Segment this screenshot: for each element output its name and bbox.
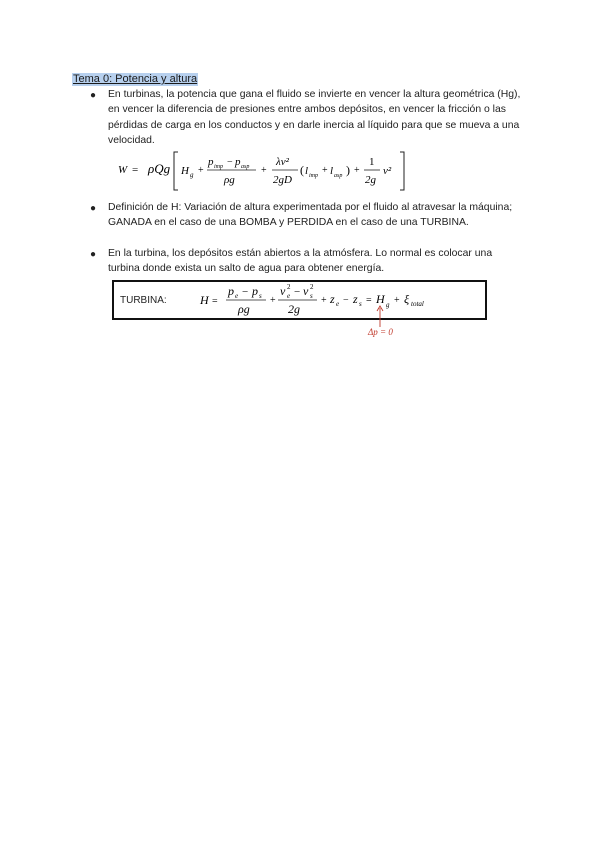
eq1-w: W — [118, 164, 128, 176]
eq1-right-bracket — [400, 152, 404, 190]
eq1-v2: v² — [383, 165, 392, 177]
eq2-h: H — [200, 293, 209, 307]
eq1-hg-sub: g — [190, 171, 194, 179]
eq2-plus-2: + — [321, 295, 327, 306]
eq1-plus-1: + — [198, 165, 204, 176]
eq2-ve: v — [280, 284, 286, 298]
eq2-ve-sub: e — [287, 292, 291, 300]
eq1-plus-2: + — [261, 165, 267, 176]
eq2-ve-sq: 2 — [287, 283, 291, 291]
turbine-label: TURBINA: — [120, 295, 167, 306]
eq1-minus: − — [227, 157, 233, 168]
eq2-plus-1: + — [270, 295, 276, 306]
eq2-minus-2: − — [294, 286, 301, 298]
eq2-pe: p — [228, 284, 234, 298]
eq2-zs: z — [353, 292, 358, 306]
eq1-p-asp: p — [235, 156, 241, 168]
eq1-hg: H — [181, 165, 189, 177]
section-title: Tema 0: Potencia y altura — [73, 73, 198, 85]
eq2-eq-2: = — [366, 295, 372, 306]
turbine-equation-box — [112, 280, 487, 320]
bullet-text-1: En turbinas, la potencia que gana el fluido se invierte en vencer la altura geométrica (Hg), en vencer la diferencia de presiones entre ambos depósitos, en vencer la fricción o las pérdidas de carga en los conductos y en darle inercia al líquido para que se mueva a una velocidad. — [108, 89, 521, 146]
bullet-text-2: Definición de H: Variación de altura experimentada por el fluido al atravesar la máquina; GANADA en el caso de una BOMBA y PERDIDA en el caso de una TURBINA. — [108, 202, 513, 229]
eq2-den2: 2g — [288, 302, 300, 316]
eq2-ps: p — [252, 284, 258, 298]
eq2-pe-sub: e — [235, 292, 239, 300]
eq1-lambda: λv² — [276, 156, 289, 168]
pressure-note: Δp = 0 — [368, 327, 393, 337]
eq2-vs: v — [303, 284, 309, 298]
eq1-den3: 2g — [365, 174, 376, 186]
eq2-vs-sub: s — [310, 292, 313, 300]
bullet-text-3: En la turbina, los depósitos están abiertos a la atmósfera. Lo normal es colocar una turbina donde exista un salto de agua para obtener energía. — [108, 248, 493, 275]
bullet-marker: ● — [90, 249, 97, 260]
eq1-den2: 2gD — [273, 174, 292, 186]
eq2-ze-sub: e — [336, 300, 340, 308]
eq1-left-bracket — [174, 152, 178, 190]
eq1-plus-3: + — [322, 165, 328, 176]
eq2-zs-sub: s — [359, 300, 362, 308]
bullet-marker: ● — [90, 90, 97, 101]
eq2-xi: ξ — [404, 292, 410, 306]
eq1-p-imp: p — [208, 156, 214, 168]
power-equation — [118, 148, 408, 194]
eq2-den1: ρg — [238, 302, 250, 316]
eq1-one: 1 — [369, 156, 375, 168]
eq1-plus-4: + — [354, 165, 360, 176]
eq2-ze: z — [330, 292, 335, 306]
eq1-lasp-sub: asp — [334, 173, 343, 179]
eq1-p-asp-sub: asp — [241, 164, 250, 170]
eq1-den1: ρg — [224, 174, 235, 186]
bullet-marker: ● — [90, 203, 97, 214]
eq1-equals: = — [132, 164, 139, 176]
eq1-rparen: ) — [346, 163, 350, 177]
eq1-rhoqg: ρQg — [148, 161, 171, 176]
eq2-minus: − — [242, 286, 249, 298]
eq2-minus-3: − — [343, 295, 349, 306]
eq1-lasp: l — [330, 165, 334, 177]
eq1-lparen: ( — [300, 163, 304, 177]
eq2-equals: = — [212, 296, 218, 307]
eq2-vs-sq: 2 — [310, 283, 314, 291]
eq1-limp-sub: imp — [309, 173, 318, 179]
eq1-p-imp-sub: imp — [214, 164, 223, 170]
eq2-hg-sub: g — [386, 301, 390, 309]
eq2-ps-sub: s — [259, 292, 262, 300]
eq1-limp: l — [305, 165, 309, 177]
eq2-plus-3: + — [394, 295, 400, 306]
eq2-xi-sub: total — [411, 300, 424, 308]
arrow-up-icon — [375, 305, 385, 327]
eq2-hg: H — [376, 292, 385, 306]
